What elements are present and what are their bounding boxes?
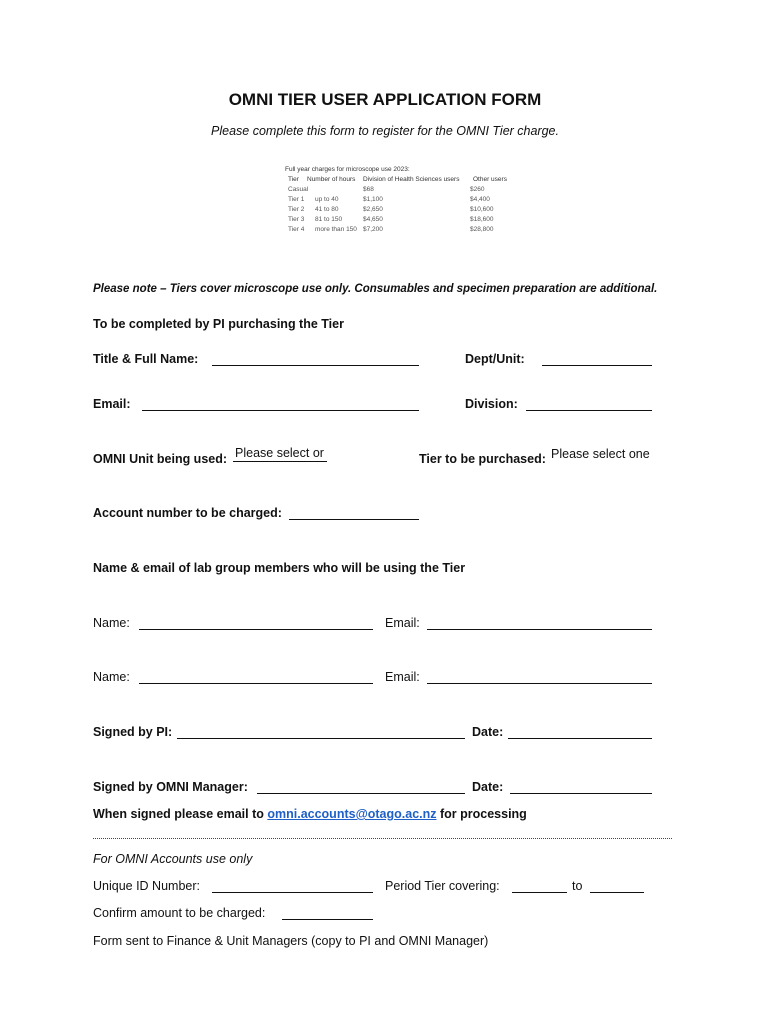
period-end-field[interactable]	[590, 880, 644, 893]
member-email-field[interactable]	[427, 617, 652, 630]
member-email-label: Email:	[385, 616, 420, 630]
fee-table-row	[285, 215, 510, 225]
title-name-field[interactable]	[212, 353, 419, 366]
members-heading: Name & email of lab group members who will be using the Tier	[93, 561, 466, 575]
fee-cell: more than 150	[315, 226, 357, 233]
fee-table-header	[285, 175, 510, 185]
fee-cell: $4,650	[363, 216, 383, 223]
fee-cell: $4,400	[470, 196, 490, 203]
fee-cell: $10,600	[470, 206, 494, 213]
fee-cell: $18,600	[470, 216, 494, 223]
fee-cell: Tier 2	[288, 206, 305, 213]
member-name-label: Name:	[93, 670, 130, 684]
fee-header-other: Other users	[473, 176, 507, 183]
manager-date-field[interactable]	[510, 781, 652, 794]
omni-unit-label: OMNI Unit being used:	[93, 452, 228, 466]
email-instruction-after: for processing	[436, 807, 527, 821]
fee-cell: $28,800	[470, 226, 494, 233]
email-instruction	[93, 807, 527, 821]
tier-label: Tier to be purchased:	[419, 452, 546, 466]
form-subtitle: Please complete this form to register for the OMNI Tier charge.	[211, 124, 559, 138]
accounts-email-link[interactable]: omni.accounts@otago.ac.nz	[267, 807, 437, 821]
fee-cell: $260	[470, 186, 485, 193]
period-to-label: to	[572, 879, 583, 893]
signed-manager-field[interactable]	[257, 781, 465, 794]
signed-pi-field[interactable]	[177, 726, 465, 739]
email-field[interactable]	[142, 398, 419, 411]
member-name-field[interactable]	[139, 671, 373, 684]
manager-date-label: Date:	[472, 780, 504, 794]
period-start-field[interactable]	[512, 880, 567, 893]
confirm-amount-label: Confirm amount to be charged:	[93, 906, 266, 920]
form-title: OMNI TIER USER APPLICATION FORM	[228, 90, 542, 109]
division-field[interactable]	[526, 398, 652, 411]
omni-unit-select[interactable]: Please select or	[233, 446, 327, 462]
unique-id-field[interactable]	[212, 880, 373, 893]
note-text: Please note – Tiers cover microscope use only. Consumables and specimen preparation are additional.	[93, 283, 658, 295]
dept-unit-label: Dept/Unit:	[465, 352, 525, 366]
account-label: Account number to be charged:	[93, 506, 282, 520]
pi-section-heading: To be completed by PI purchasing the Tier	[93, 317, 344, 331]
pi-date-label: Date:	[472, 725, 504, 739]
member-name-field[interactable]	[139, 617, 373, 630]
tier-select[interactable]: Please select one	[551, 447, 650, 461]
fee-header-tier: Tier	[288, 176, 299, 183]
member-email-field[interactable]	[427, 671, 652, 684]
member-email-label: Email:	[385, 670, 420, 684]
fee-cell: 81 to 150	[315, 216, 343, 223]
fee-table	[285, 165, 510, 235]
fee-table-row	[285, 195, 510, 205]
fee-cell: $1,100	[363, 196, 383, 203]
fee-cell: $2,650	[363, 206, 383, 213]
title-name-label: Title & Full Name:	[93, 352, 199, 366]
pi-date-field[interactable]	[508, 726, 652, 739]
fee-header-health: Division of Health Sciences users	[363, 176, 460, 183]
fee-table-caption: Full year charges for microscope use 2023:	[285, 166, 410, 173]
fee-cell: Tier 1	[288, 196, 305, 203]
fee-table-row	[285, 225, 510, 235]
fee-table-row	[285, 205, 510, 215]
fee-cell: up to 40	[315, 196, 339, 203]
period-label: Period Tier covering:	[385, 879, 500, 893]
fee-header-hours: Number of hours	[307, 176, 356, 183]
fee-cell: $7,200	[363, 226, 383, 233]
accounts-heading: For OMNI Accounts use only	[93, 852, 253, 866]
signed-pi-label: Signed by PI:	[93, 725, 173, 739]
dotted-divider	[93, 838, 672, 839]
form-sent-text: Form sent to Finance & Unit Managers (copy to PI and OMNI Manager)	[93, 934, 489, 948]
unique-id-label: Unique ID Number:	[93, 879, 200, 893]
fee-table-row	[285, 185, 510, 195]
member-name-label: Name:	[93, 616, 130, 630]
dept-unit-field[interactable]	[542, 353, 652, 366]
signed-manager-label: Signed by OMNI Manager:	[93, 780, 248, 794]
email-label: Email:	[93, 397, 131, 411]
fee-cell: Casual	[288, 186, 309, 193]
fee-cell: 41 to 80	[315, 206, 339, 213]
email-instruction-before: When signed please email to	[93, 807, 268, 821]
fee-cell: $68	[363, 186, 374, 193]
fee-cell: Tier 4	[288, 226, 305, 233]
division-label: Division:	[465, 397, 518, 411]
account-field[interactable]	[289, 507, 419, 520]
confirm-amount-field[interactable]	[282, 907, 373, 920]
fee-cell: Tier 3	[288, 216, 305, 223]
